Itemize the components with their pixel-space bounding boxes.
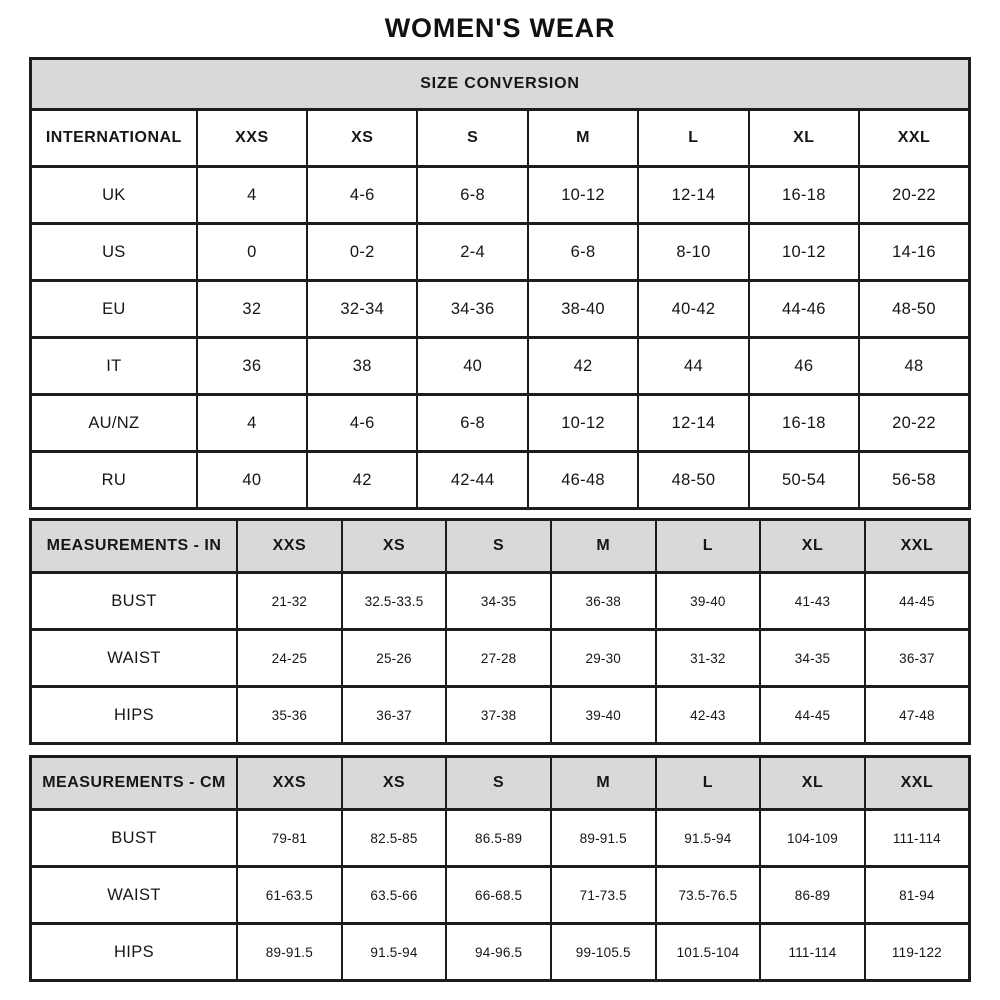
value-cell: 91.5-94 — [656, 810, 761, 867]
row-label: WAIST — [31, 867, 238, 924]
value-cell: 79-81 — [237, 810, 342, 867]
column-header: XXS — [237, 757, 342, 810]
column-header: XS — [342, 520, 447, 573]
value-cell: 39-40 — [656, 573, 761, 630]
measurements-in-header: MEASUREMENTS - IN — [31, 520, 238, 573]
column-header: XL — [760, 757, 865, 810]
value-cell: 31-32 — [656, 630, 761, 687]
value-cell: 38 — [307, 338, 417, 395]
page-title: WOMEN'S WEAR — [384, 13, 616, 43]
value-cell: 12-14 — [638, 167, 748, 224]
table-row — [31, 281, 970, 338]
value-cell: 32 — [197, 281, 307, 338]
table-row — [31, 630, 970, 687]
value-cell: 44-45 — [865, 573, 970, 630]
value-cell: 56-58 — [859, 452, 969, 509]
table-row — [31, 867, 970, 924]
value-cell: 21-32 — [237, 573, 342, 630]
value-cell: 34-35 — [446, 573, 551, 630]
value-cell: 37-38 — [446, 687, 551, 744]
value-cell: 61-63.5 — [237, 867, 342, 924]
table-row — [31, 573, 970, 630]
value-cell: 24-25 — [237, 630, 342, 687]
column-header: M — [551, 520, 656, 573]
value-cell: 10-12 — [528, 395, 638, 452]
value-cell: 40 — [197, 452, 307, 509]
value-cell: 46-48 — [528, 452, 638, 509]
value-cell: 36-37 — [342, 687, 447, 744]
value-cell: 44 — [638, 338, 748, 395]
value-cell: 42-44 — [417, 452, 527, 509]
column-header: L — [656, 520, 761, 573]
value-cell: 12-14 — [638, 395, 748, 452]
value-cell: 39-40 — [551, 687, 656, 744]
value-cell: 2-4 — [417, 224, 527, 281]
row-label: AU/NZ — [31, 395, 197, 452]
value-cell: 111-114 — [760, 924, 865, 981]
value-cell: 38-40 — [528, 281, 638, 338]
value-cell: 44-45 — [760, 687, 865, 744]
value-cell: 32.5-33.5 — [342, 573, 447, 630]
value-cell: 94-96.5 — [446, 924, 551, 981]
value-cell: 34-35 — [760, 630, 865, 687]
size-conversion-table — [29, 57, 971, 510]
value-cell: 111-114 — [865, 810, 970, 867]
value-cell: 71-73.5 — [551, 867, 656, 924]
row-label: BUST — [31, 810, 238, 867]
value-cell: 6-8 — [528, 224, 638, 281]
value-cell: 63.5-66 — [342, 867, 447, 924]
table-row — [31, 395, 970, 452]
measurements-in-table — [29, 518, 971, 745]
value-cell: 4 — [197, 395, 307, 452]
value-cell: 89-91.5 — [237, 924, 342, 981]
value-cell: 86-89 — [760, 867, 865, 924]
column-header: XXL — [859, 110, 969, 167]
column-header: XS — [307, 110, 417, 167]
value-cell: 82.5-85 — [342, 810, 447, 867]
table-row — [31, 167, 970, 224]
value-cell: 0 — [197, 224, 307, 281]
value-cell: 66-68.5 — [446, 867, 551, 924]
value-cell: 89-91.5 — [551, 810, 656, 867]
value-cell: 40-42 — [638, 281, 748, 338]
size-conversion-header: SIZE CONVERSION — [31, 59, 970, 110]
value-cell: 42-43 — [656, 687, 761, 744]
measurements-in-body — [31, 573, 970, 744]
table-row — [31, 924, 970, 981]
column-header: XL — [749, 110, 859, 167]
size-conversion-body — [31, 167, 970, 509]
value-cell: 81-94 — [865, 867, 970, 924]
value-cell: 99-105.5 — [551, 924, 656, 981]
column-header: S — [446, 757, 551, 810]
table-row — [31, 452, 970, 509]
row-label: UK — [31, 167, 197, 224]
value-cell: 8-10 — [638, 224, 748, 281]
row-label: EU — [31, 281, 197, 338]
column-header: L — [638, 110, 748, 167]
value-cell: 20-22 — [859, 395, 969, 452]
value-cell: 32-34 — [307, 281, 417, 338]
row-label: US — [31, 224, 197, 281]
value-cell: 4 — [197, 167, 307, 224]
value-cell: 36-37 — [865, 630, 970, 687]
column-header: M — [528, 110, 638, 167]
value-cell: 6-8 — [417, 167, 527, 224]
row-label: BUST — [31, 573, 238, 630]
measurements-cm-header: MEASUREMENTS - CM — [31, 757, 238, 810]
column-header: XXL — [865, 520, 970, 573]
measurements-cm-body — [31, 810, 970, 981]
value-cell: 42 — [528, 338, 638, 395]
value-cell: 16-18 — [749, 167, 859, 224]
table-row — [31, 224, 970, 281]
value-cell: 29-30 — [551, 630, 656, 687]
value-cell: 36-38 — [551, 573, 656, 630]
value-cell: 36 — [197, 338, 307, 395]
value-cell: 27-28 — [446, 630, 551, 687]
row-label: IT — [31, 338, 197, 395]
value-cell: 34-36 — [417, 281, 527, 338]
column-header: XL — [760, 520, 865, 573]
table-row — [31, 338, 970, 395]
column-header: L — [656, 757, 761, 810]
value-cell: 42 — [307, 452, 417, 509]
value-cell: 35-36 — [237, 687, 342, 744]
column-header: M — [551, 757, 656, 810]
value-cell: 41-43 — [760, 573, 865, 630]
value-cell: 86.5-89 — [446, 810, 551, 867]
size-conversion-title-row — [31, 59, 970, 110]
value-cell: 10-12 — [528, 167, 638, 224]
value-cell: 48-50 — [638, 452, 748, 509]
column-header: XXL — [865, 757, 970, 810]
value-cell: 104-109 — [760, 810, 865, 867]
value-cell: 73.5-76.5 — [656, 867, 761, 924]
row-label: WAIST — [31, 630, 238, 687]
measurements-in-header-row — [31, 520, 970, 573]
measurements-cm-header-row — [31, 757, 970, 810]
measurements-cm-table — [29, 755, 971, 982]
value-cell: 119-122 — [865, 924, 970, 981]
value-cell: 6-8 — [417, 395, 527, 452]
value-cell: 4-6 — [307, 167, 417, 224]
column-header: INTERNATIONAL — [31, 110, 197, 167]
column-header: XXS — [237, 520, 342, 573]
column-header: XXS — [197, 110, 307, 167]
value-cell: 46 — [749, 338, 859, 395]
value-cell: 48 — [859, 338, 969, 395]
value-cell: 91.5-94 — [342, 924, 447, 981]
table-row — [31, 810, 970, 867]
column-header: S — [446, 520, 551, 573]
column-header: S — [417, 110, 527, 167]
value-cell: 16-18 — [749, 395, 859, 452]
row-label: HIPS — [31, 687, 238, 744]
value-cell: 10-12 — [749, 224, 859, 281]
size-conversion-column-header-row — [31, 110, 970, 167]
row-label: RU — [31, 452, 197, 509]
value-cell: 14-16 — [859, 224, 969, 281]
value-cell: 0-2 — [307, 224, 417, 281]
value-cell: 50-54 — [749, 452, 859, 509]
value-cell: 20-22 — [859, 167, 969, 224]
value-cell: 47-48 — [865, 687, 970, 744]
column-header: XS — [342, 757, 447, 810]
value-cell: 48-50 — [859, 281, 969, 338]
value-cell: 40 — [417, 338, 527, 395]
value-cell: 4-6 — [307, 395, 417, 452]
table-row — [31, 687, 970, 744]
value-cell: 44-46 — [749, 281, 859, 338]
row-label: HIPS — [31, 924, 238, 981]
value-cell: 25-26 — [342, 630, 447, 687]
value-cell: 101.5-104 — [656, 924, 761, 981]
